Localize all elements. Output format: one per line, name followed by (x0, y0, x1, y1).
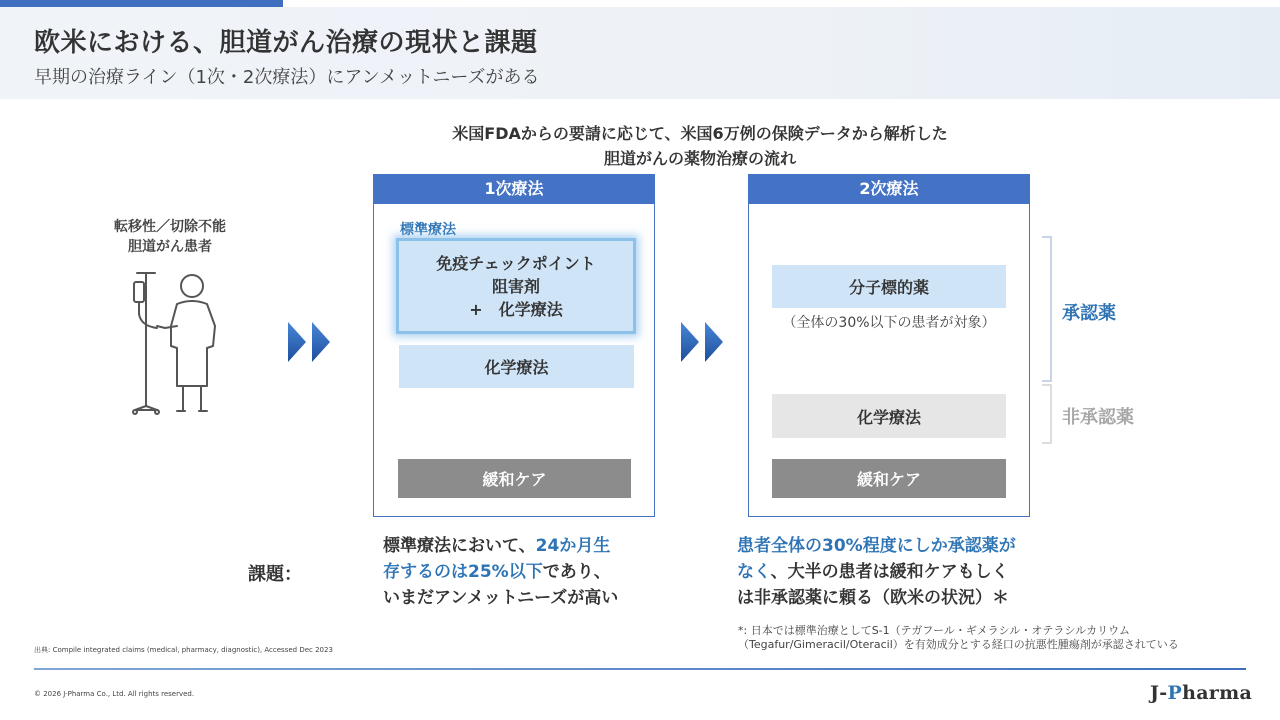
patient-label-line-2: 胆道がん患者 (128, 239, 212, 255)
issue-first-line (383, 533, 618, 611)
second-line-palliative-box: 緩和ケア (772, 459, 1006, 498)
footnote (738, 624, 1179, 652)
molecular-targeted-box: 分子標的薬 (772, 265, 1006, 308)
footnote-line-1: *: 日本では標準治療としてS-1（テガフール・ギメラシル・オテラシルカリウム (738, 624, 1131, 637)
logo-prefix: J- (1150, 682, 1168, 704)
copyright: © 2026 J-Pharma Co., Ltd. All rights reserved. (34, 690, 195, 698)
top-accent-strip (0, 0, 283, 7)
patient-label (90, 217, 250, 257)
icp-line-1: 免疫チェックポイント (436, 253, 596, 273)
second-line-chemo-box: 化学療法 (772, 394, 1006, 438)
flow-arrow-icon (681, 322, 727, 362)
source-note: 出典: Compile integrated claims (medical, pharmacy, diagnostic), Accessed Dec 2023 (34, 646, 333, 654)
issue1-text: 標準療法において、 (383, 536, 536, 556)
approved-label: 承認薬 (1062, 303, 1116, 324)
caption-line-1: 米国FDAからの要請に応じて、米国6万例の保険データから解析した (452, 124, 948, 143)
approved-bracket (1042, 236, 1052, 382)
issue2-text: 、大半の患者は緩和ケアもしく (770, 562, 1009, 582)
patient-with-iv-drip-icon (127, 268, 227, 418)
issue2-line-2 (737, 559, 1016, 585)
first-line-chemo-box: 化学療法 (399, 345, 634, 388)
company-logo (1150, 682, 1252, 704)
logo-p: P (1167, 682, 1183, 704)
footer-divider (34, 668, 1246, 670)
logo-suffix: harma (1182, 682, 1253, 704)
flow-caption (360, 121, 1040, 171)
second-line-heading: 2次療法 (749, 175, 1029, 204)
page-title: 欧米における、胆道がん治療の現状と課題 (34, 28, 538, 58)
icp-line-2: 阻害剤 (491, 276, 540, 296)
issue1-line-2 (383, 559, 618, 585)
issue1-text: であり、 (542, 562, 611, 582)
first-line-palliative-box: 緩和ケア (398, 459, 631, 498)
issue2-line-3: は非承認薬に頼る（欧米の状況）＊ (737, 588, 1009, 608)
unapproved-bracket (1042, 384, 1052, 444)
footnote-line-2: （Tegafur/Gimeracil/Oteracil）を有効成分とする経口の抗悪性腫瘍剤が承認されている (738, 638, 1179, 651)
issue1-line-1 (383, 533, 618, 559)
caption-line-2: 胆道がんの薬物治療の流れ (603, 149, 796, 168)
issue1-highlight: 24か月生 (535, 536, 611, 556)
first-line-heading: 1次療法 (374, 175, 654, 204)
issue1-highlight: 存するのは25%以下 (383, 562, 543, 582)
standard-therapy-label: 標準療法 (400, 222, 456, 238)
issue1-line-3: いまだアンメットニーズが高い (383, 588, 619, 608)
unapproved-label: 非承認薬 (1062, 407, 1134, 428)
page-subtitle: 早期の治療ライン（1次・2次療法）にアンメットニーズがある (34, 67, 540, 88)
patient-label-line-1: 転移性／切除不能 (114, 219, 226, 235)
issue2-highlight: なく (737, 562, 771, 582)
flow-arrow-icon (288, 322, 334, 362)
issue2-line-1: 患者全体の30%程度にしか承認薬が (737, 536, 1016, 556)
icp-line-3: + 化学療法 (469, 299, 563, 319)
icp-chemo-box (396, 238, 636, 334)
molecular-note: （全体の30%以下の患者が対象） (782, 315, 996, 331)
issue-second-line (737, 533, 1016, 611)
issues-label: 課題： (248, 564, 302, 585)
